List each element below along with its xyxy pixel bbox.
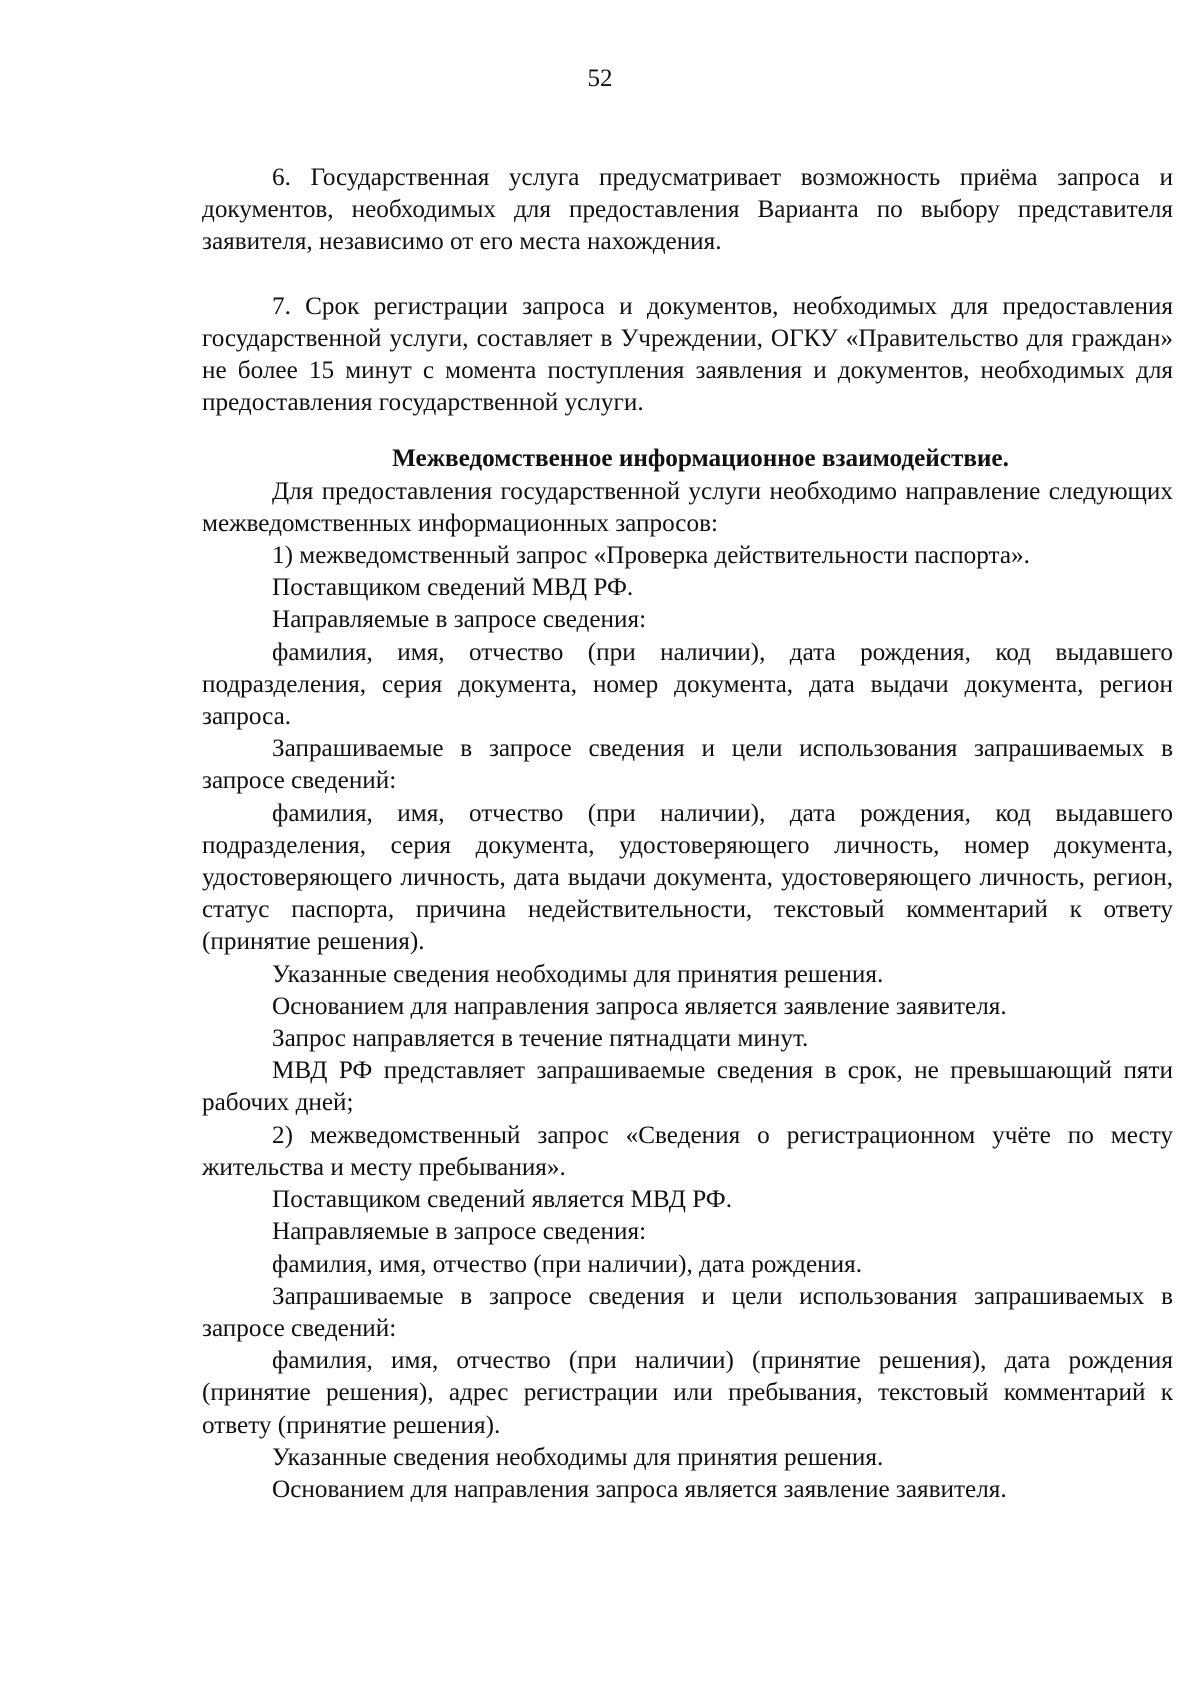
- paragraph: МВД РФ представляет запрашиваемые сведения в срок, не превышающий пяти рабочих дней;: [202, 1057, 1173, 1117]
- paragraph: Направляемые в запросе сведения:: [272, 1218, 647, 1246]
- paragraph: Направляемые в запросе сведения:: [272, 606, 647, 634]
- page-number: 52: [587, 65, 613, 92]
- paragraph: Указанные сведения необходимы для принятия решения.: [272, 960, 884, 988]
- paragraph: Поставщиком сведений является МВД РФ.: [272, 1186, 733, 1214]
- paragraph: 1) межведомственный запрос «Проверка действительности паспорта».: [272, 542, 1030, 570]
- paragraph: Для предоставления государственной услуги необходимо направление следующих межведомственных информационных запросов:: [202, 477, 1173, 537]
- section-heading: Межведомственное информационное взаимодействие.: [392, 445, 1009, 473]
- document-body: [202, 162, 1173, 1506]
- paragraph: 2) межведомственный запрос «Сведения о регистрационном учёте по месту жительства и месту пребывания».: [202, 1121, 1173, 1181]
- paragraph: фамилия, имя, отчество (при наличии), дата рождения.: [272, 1250, 862, 1278]
- paragraph: Поставщиком сведений МВД РФ.: [272, 574, 634, 602]
- paragraph: фамилия, имя, отчество (при наличии), дата рождения, код выдавшего подразделения, серия документа, номер документа, дата выдачи документа, регион запроса.: [202, 638, 1173, 731]
- paragraph: Основанием для направления запроса является заявление заявителя.: [272, 1475, 1007, 1503]
- paragraph-section-6: 6. Государственная услуга предусматривает возможность приёма запроса и документов, необходимых для предоставления Варианта по выбору представителя заявителя, независимо от его места нахождения.: [202, 164, 1173, 256]
- paragraph: Запрашиваемые в запросе сведения и цели использования запрашиваемых в запросе сведений:: [202, 1282, 1173, 1342]
- paragraph: фамилия, имя, отчество (при наличии) (принятие решения), дата рождения (принятие решения), адрес регистрации или пребывания, текстовый комментарий к ответу (принятие решения).: [202, 1347, 1173, 1439]
- paragraph: Основанием для направления запроса является заявление заявителя.: [272, 992, 1007, 1020]
- paragraph: фамилия, имя, отчество (при наличии), дата рождения, код выдавшего подразделения, серия документа, удостоверяющего личность, номер документа, удостоверяющего личность, дата выдачи документа, удостоверяющего личность, регион, статус паспорта, причина недействительности, текстовый комментарий к ответу (принятие решения).: [202, 799, 1173, 956]
- paragraph: Запрашиваемые в запросе сведения и цели использования запрашиваемых в запросе сведений:: [202, 735, 1173, 795]
- paragraph: Указанные сведения необходимы для принятия решения.: [272, 1443, 884, 1471]
- paragraph: Запрос направляется в течение пятнадцати минут.: [272, 1025, 809, 1053]
- paragraph-section-7: 7. Срок регистрации запроса и документов, необходимых для предоставления государственной услуги, составляет в Учреждении, ОГКУ «Правительство для граждан» не более 15 минут с момента поступления заявления и документов, необходимых для предоставления государственной услуги.: [202, 292, 1173, 417]
